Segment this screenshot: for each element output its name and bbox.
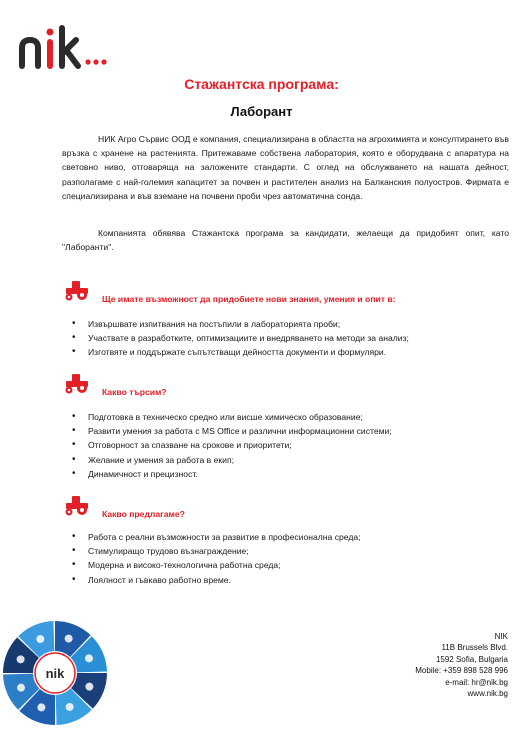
- list-item: • Динамичност и прецизност.: [62, 467, 392, 481]
- wheel-segment-icon: [85, 654, 93, 662]
- contact-company: NIK: [494, 632, 508, 641]
- page-subtitle: Лаборант: [230, 104, 293, 119]
- wheel-segment-icon: [85, 683, 93, 691]
- section-title: Ще имате възможност да придобиете нови знания, умения и опит в:: [102, 294, 396, 304]
- list-item: • Подготовка в техническо средно или висше химическо образование;: [62, 410, 392, 424]
- wheel-segment-icon: [17, 655, 25, 663]
- contact-email: e-mail: hr@nik.bg: [445, 677, 508, 687]
- list-item: • Стимулиращо трудово възнаграждение;: [62, 544, 361, 558]
- bullet-list: [62, 317, 409, 360]
- wheel-segment-icon: [37, 703, 45, 711]
- contact-mobile: Mobile: +359 898 528 996: [415, 666, 508, 676]
- contact-street: 11B Brussels Blvd.: [441, 643, 508, 653]
- bullet-list: [62, 530, 361, 587]
- wheel-center-logo: nik: [45, 666, 65, 681]
- list-item: • Модерна и високо-технологична работна среда;: [62, 558, 361, 572]
- wheel-segment-icon: [66, 703, 74, 711]
- list-item: • Отговорност за спазване на срокове и приоритети;: [62, 438, 392, 452]
- list-item: • Извършвате изпитвания на постъпили в лабораторията проби;: [62, 317, 409, 331]
- list-item: • Участвате в разработките, оптимизациите и внедряването на методи за анализ;: [62, 331, 409, 345]
- bullet-list: [62, 410, 392, 481]
- wheel-segment-icon: [17, 684, 25, 692]
- intro-paragraph-company: НИК Агро Сървис ООД е компания, специализирана в областта на агрохимията и консултирането във връзка с хранене на растенията. Притежаваме собствена лаборатория, която е оборудвана с апаратура на световно ниво, отговаряща на заложените стандарти. С оглед на обслужването на нашата дейност, разполагаме с най-големия капацитет за почвен и растителен анализ на Балканския полуостров. Фирмата е специализирана и във вземане на почвени проби чрез автоматична сонда.: [62, 134, 509, 201]
- list-item: • Работа с реални възможности за развитие в професионална среда;: [62, 530, 361, 544]
- contact-block: [415, 631, 508, 699]
- list-item: • Желание и умения за работа в екип;: [62, 453, 392, 467]
- nik-logo: [14, 22, 124, 78]
- tractor-icon: [62, 494, 92, 516]
- intro-paragraph-announcement: Компанията обявява Стажантска програма за кандидати, желаещи да придобият опит, като "Лаборанти".: [62, 228, 509, 253]
- list-item: • Изготвяте и поддържате съпътстващи дейността документи и формуляри.: [62, 345, 409, 359]
- list-item: • Лоялност и гъвкаво работно време.: [62, 573, 361, 587]
- section-title: Какво търсим?: [102, 387, 167, 397]
- services-wheel-graphic: [2, 618, 108, 728]
- contact-website: www.nik.bg: [467, 689, 508, 699]
- list-item: • Развити умения за работа с MS Office и различни информационни системи;: [62, 424, 392, 438]
- tractor-icon: [62, 279, 92, 301]
- section-title: Какво предлагаме?: [102, 509, 185, 519]
- tractor-icon: [62, 372, 92, 394]
- contact-city: 1592 Sofia, Bulgaria: [435, 654, 508, 664]
- wheel-segment-icon: [65, 635, 73, 643]
- wheel-segment-icon: [36, 635, 44, 643]
- page-title: Стажантска програма:: [184, 76, 339, 92]
